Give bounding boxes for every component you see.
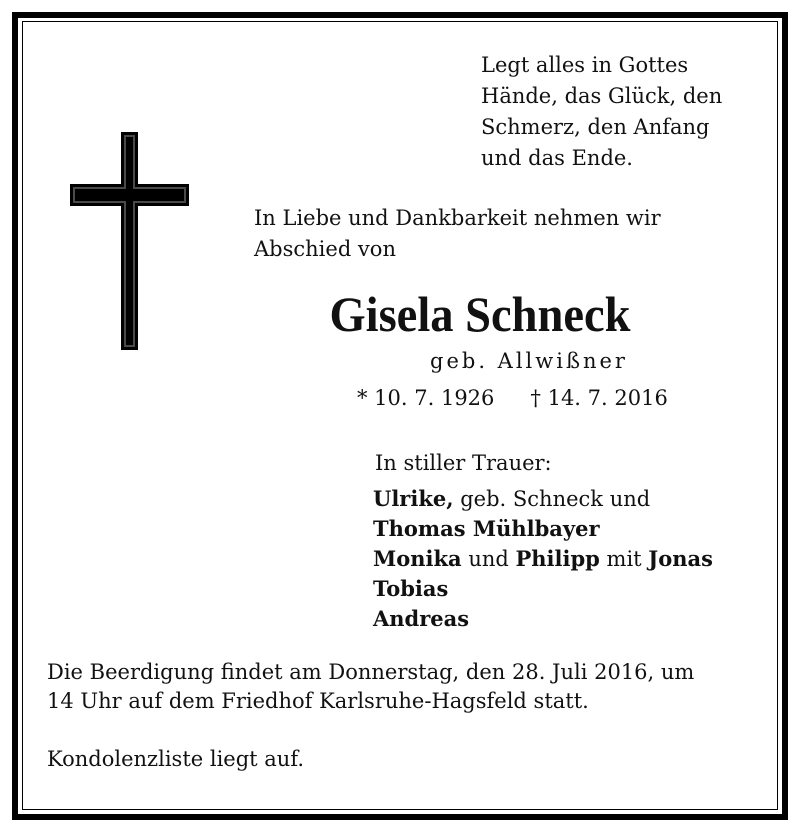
- bible-quote: [481, 50, 755, 174]
- latin-cross-icon: [69, 131, 190, 351]
- quote-line: Hände, das Glück, den: [481, 84, 723, 108]
- family-name: Thomas Mühlbayer: [373, 516, 600, 541]
- family-row: [373, 484, 713, 514]
- farewell-text: [254, 203, 755, 265]
- family-name: Jonas: [648, 546, 713, 571]
- birth-date: * 10. 7. 1926: [357, 386, 495, 410]
- quote-line: und das Ende.: [481, 146, 633, 170]
- family-row: [373, 574, 713, 604]
- quote-line: Legt alles in Gottes: [481, 53, 689, 77]
- quote-line: Schmerz, den Anfang: [481, 115, 710, 139]
- family-name: Ulrike,: [373, 486, 454, 511]
- family-name: Monika: [373, 546, 462, 571]
- condolence-note: Kondolenzliste liegt auf.: [47, 747, 305, 771]
- death-date: † 14. 7. 2016: [530, 386, 668, 410]
- birth-name: geb. Allwißner: [430, 349, 628, 373]
- family-name: Tobias: [373, 576, 449, 601]
- family-name: Andreas: [373, 606, 470, 631]
- family-text: geb. Schneck und: [453, 487, 651, 511]
- funeral-line: 14 Uhr auf dem Friedhof Karlsruhe-Hagsfeld statt.: [47, 689, 589, 713]
- family-text: mit: [599, 547, 649, 571]
- funeral-notice: [47, 658, 757, 716]
- farewell-line: In Liebe und Dankbarkeit nehmen wir: [254, 206, 661, 230]
- farewell-line: Abschied von: [254, 237, 396, 261]
- family-row: [373, 514, 713, 544]
- mourning-label: In stiller Trauer:: [375, 451, 552, 475]
- life-dates: [357, 383, 668, 413]
- deceased-name: Gisela Schneck: [329, 286, 631, 342]
- family-row: [373, 604, 713, 634]
- family-text: und: [461, 547, 516, 571]
- funeral-line: Die Beerdigung findet am Donnerstag, den 28. Juli 2016, um: [47, 660, 695, 684]
- family-row: [373, 544, 713, 574]
- family-list: [373, 484, 713, 634]
- family-name: Philipp: [515, 546, 600, 571]
